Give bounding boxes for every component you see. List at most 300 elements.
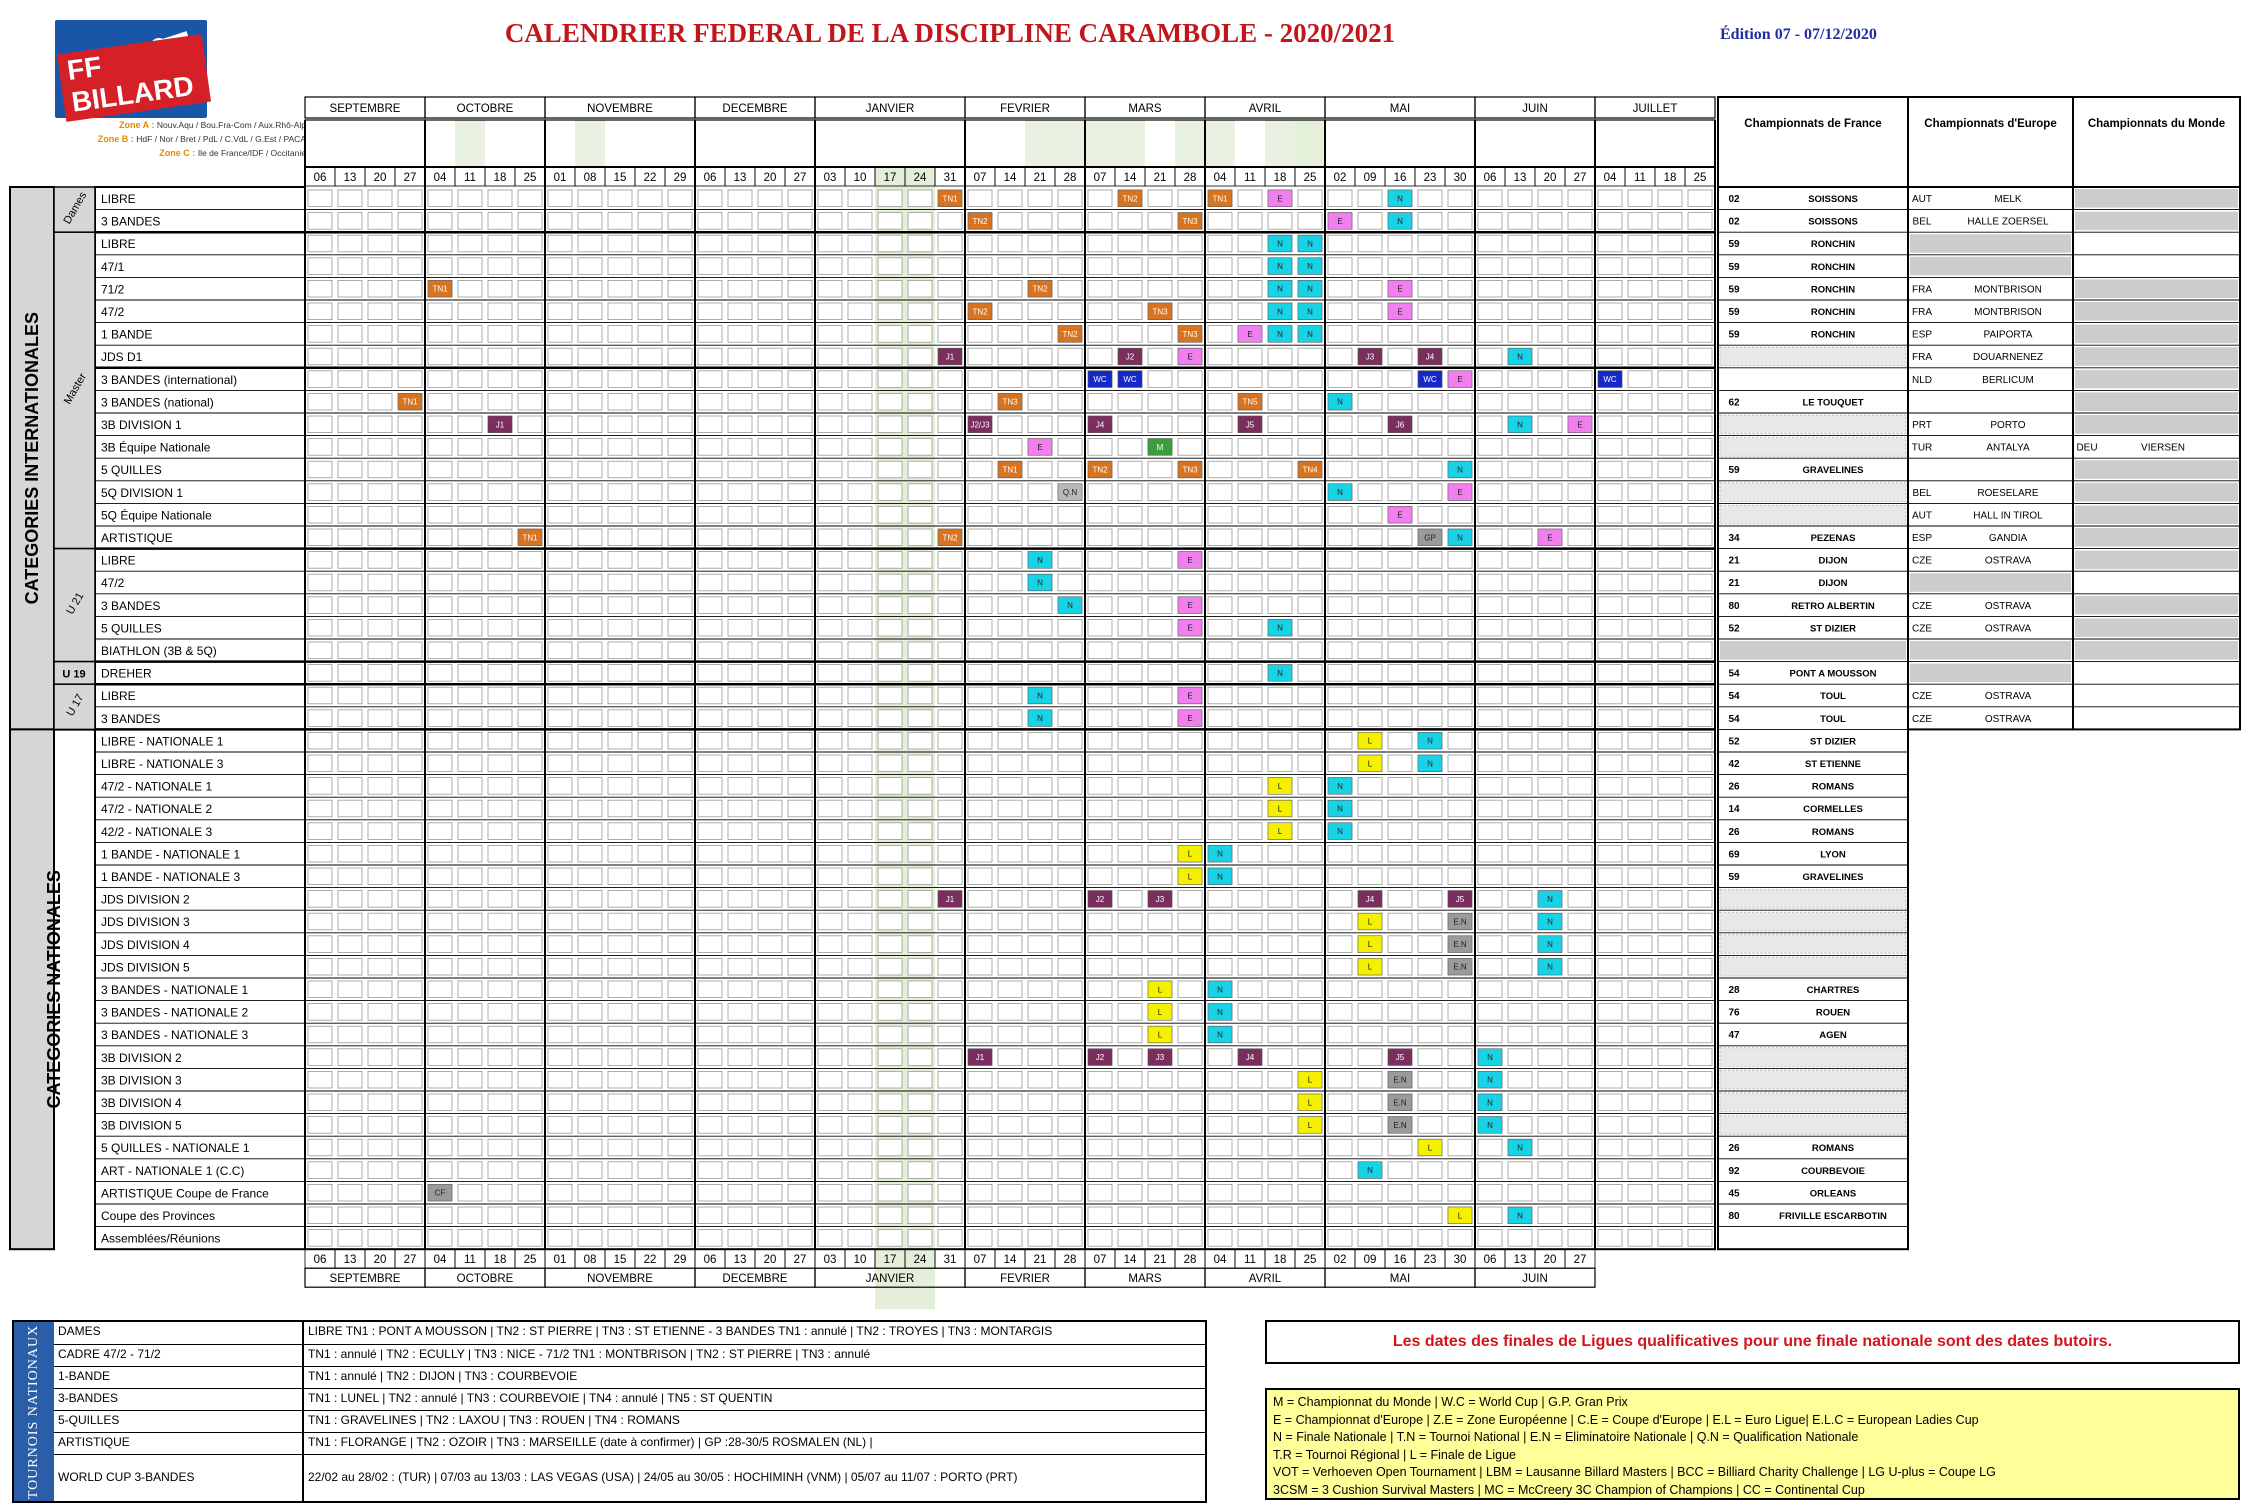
grid-cell <box>788 755 812 772</box>
grid-cell <box>668 665 692 682</box>
grid-cell <box>1598 1049 1622 1066</box>
grid-cell <box>1448 1162 1472 1179</box>
event-label: N <box>1217 872 1223 882</box>
grid-cell <box>698 800 722 817</box>
grid-cell <box>578 529 602 546</box>
day-label-bottom: 15 <box>613 1254 627 1267</box>
grid-cell <box>1148 642 1172 659</box>
day-label-bottom: 25 <box>523 1254 537 1267</box>
grid-cell <box>428 823 452 840</box>
grid-cell <box>578 597 602 614</box>
grid-cell <box>1118 823 1142 840</box>
grid-cell <box>1538 1117 1562 1134</box>
grid-cell <box>428 732 452 749</box>
grid-cell <box>1118 642 1142 659</box>
grid-cell <box>338 1184 362 1201</box>
grid-cell <box>698 958 722 975</box>
grid-cell <box>1298 981 1322 998</box>
grid-cell <box>578 1071 602 1088</box>
grid-cell <box>758 891 782 908</box>
grid-cell <box>368 348 392 365</box>
grid-cell <box>1568 506 1592 523</box>
grid-cell <box>608 484 632 501</box>
grid-cell <box>488 936 512 953</box>
grid-cell <box>308 1139 332 1156</box>
day-label: 06 <box>1483 172 1497 184</box>
grid-cell <box>788 913 812 930</box>
grid-cell <box>1238 958 1262 975</box>
grid-cell <box>548 619 572 636</box>
grid-cell <box>368 213 392 230</box>
grid-cell <box>1148 868 1172 885</box>
grid-cell <box>1328 280 1352 297</box>
grid-cell <box>908 710 932 727</box>
grid-cell <box>1688 597 1712 614</box>
grid-cell <box>908 732 932 749</box>
grid-cell <box>1628 506 1652 523</box>
grid-cell <box>668 574 692 591</box>
grid-cell <box>1388 371 1412 388</box>
grid-cell <box>998 1230 1022 1247</box>
grid-cell <box>578 1049 602 1066</box>
grid-cell <box>1298 732 1322 749</box>
grid-cell <box>1688 371 1712 388</box>
grid-cell <box>458 913 482 930</box>
grid-cell <box>398 552 422 569</box>
day-label: 13 <box>733 172 747 184</box>
grid-cell <box>668 303 692 320</box>
grid-cell <box>1178 755 1202 772</box>
grid-cell <box>518 552 542 569</box>
grid-cell <box>668 687 692 704</box>
row-label: 3B DIVISION 3 <box>101 1073 182 1088</box>
grid-cell <box>608 913 632 930</box>
grid-cell <box>758 190 782 207</box>
grid-cell <box>728 981 752 998</box>
grid-cell <box>1208 484 1232 501</box>
grid-cell <box>1208 506 1232 523</box>
day-label-bottom: 04 <box>433 1254 447 1267</box>
grid-cell <box>308 755 332 772</box>
grid-cell <box>1688 552 1712 569</box>
grid-cell <box>1598 461 1622 478</box>
grid-cell <box>1268 574 1292 591</box>
nationales-label: CATEGORIES NATIONALES <box>44 870 64 1109</box>
grid-cell <box>428 235 452 252</box>
grid-cell <box>308 574 332 591</box>
tournois-details: TN1 : LUNEL | TN2 : annulé | TN3 : COURBEVOIE | TN4 : annulé | TN5 : ST QUENTIN <box>308 1391 773 1405</box>
grid-cell <box>998 687 1022 704</box>
grid-cell <box>458 755 482 772</box>
grid-cell <box>1058 1049 1082 1066</box>
grid-cell <box>938 710 962 727</box>
month-header-label: NOVEMBRE <box>587 103 653 115</box>
grid-cell <box>398 642 422 659</box>
grid-cell <box>458 1004 482 1021</box>
grid-cell <box>638 393 662 410</box>
event-label: L <box>1277 827 1283 837</box>
grid-cell <box>1118 710 1142 727</box>
grid-cell <box>938 1049 962 1066</box>
grid-cell <box>968 506 992 523</box>
event-label: J3 <box>1365 352 1375 362</box>
grid-cell <box>398 597 422 614</box>
grid-cell <box>938 1117 962 1134</box>
grid-cell <box>428 687 452 704</box>
grid-cell <box>548 439 572 456</box>
grid-cell <box>728 190 752 207</box>
grid-cell <box>818 461 842 478</box>
grid-cell <box>488 371 512 388</box>
grid-cell <box>428 891 452 908</box>
grid-cell <box>788 1230 812 1247</box>
eu-city: MONTBRISON <box>1974 284 2042 296</box>
grid-cell <box>578 213 602 230</box>
grid-cell <box>1538 665 1562 682</box>
grid-cell <box>548 1004 572 1021</box>
grid-cell <box>368 371 392 388</box>
grid-cell <box>428 868 452 885</box>
france-city: RONCHIN <box>1810 307 1856 318</box>
grid-cell <box>1508 913 1532 930</box>
grid-cell <box>728 1139 752 1156</box>
eu-city: OSTRAVA <box>1984 600 2032 612</box>
grid-cell <box>1238 348 1262 365</box>
grid-cell <box>1418 619 1442 636</box>
grid-cell <box>1148 235 1172 252</box>
grid-cell <box>878 1139 902 1156</box>
grid-cell <box>1208 687 1232 704</box>
grid-cell <box>938 845 962 862</box>
grid-cell <box>518 800 542 817</box>
grid-cell <box>458 642 482 659</box>
grid-cell <box>908 1117 932 1134</box>
grid-cell <box>1028 190 1052 207</box>
grid-cell <box>1238 1026 1262 1043</box>
grid-cell <box>548 732 572 749</box>
grid-cell <box>1148 213 1172 230</box>
grid-cell <box>398 371 422 388</box>
tournois-row <box>54 1388 1205 1411</box>
grid-cell <box>758 1004 782 1021</box>
grid-cell <box>1538 235 1562 252</box>
grid-cell <box>428 642 452 659</box>
grid-cell <box>1208 235 1232 252</box>
month-footer-label: DECEMBRE <box>722 1273 788 1286</box>
grid-cell <box>758 1230 782 1247</box>
grid-cell <box>518 1207 542 1224</box>
grid-cell <box>428 303 452 320</box>
wd-gray <box>2075 279 2238 298</box>
event-label: L <box>1277 804 1283 814</box>
grid-cell <box>1418 687 1442 704</box>
grid-cell <box>1628 936 1652 953</box>
event-label: J3 <box>1155 1053 1165 1063</box>
event-label: L <box>1367 736 1373 746</box>
grid-cell <box>308 597 332 614</box>
grid-cell <box>1568 258 1592 275</box>
grid-cell <box>1628 326 1652 343</box>
event-label: L <box>1187 849 1193 859</box>
grid-cell <box>668 1071 692 1088</box>
grid-cell <box>368 1071 392 1088</box>
zone-block <box>455 120 485 167</box>
grid-cell <box>1418 958 1442 975</box>
grid-cell <box>848 1230 872 1247</box>
grid-cell <box>668 1094 692 1111</box>
grid-cell <box>788 280 812 297</box>
grid-cell <box>728 461 752 478</box>
grid-cell <box>878 348 902 365</box>
france-dept: 21 <box>1728 555 1740 567</box>
eu-city: OSTRAVA <box>1984 713 2032 725</box>
grid-cell <box>1568 348 1592 365</box>
grid-cell <box>1208 1230 1232 1247</box>
grid-cell <box>368 619 392 636</box>
grid-cell <box>548 371 572 388</box>
grid-cell <box>1688 936 1712 953</box>
grid-cell <box>728 1071 752 1088</box>
grid-cell <box>728 280 752 297</box>
grid-cell <box>1058 958 1082 975</box>
event-label: L <box>1187 872 1193 882</box>
grid-cell <box>908 913 932 930</box>
grid-cell <box>968 597 992 614</box>
grid-cell <box>968 326 992 343</box>
grid-cell <box>518 891 542 908</box>
grid-cell <box>1508 1094 1532 1111</box>
grid-cell <box>698 1139 722 1156</box>
grid-cell <box>1148 280 1172 297</box>
grid-cell <box>608 213 632 230</box>
grid-cell <box>1688 393 1712 410</box>
grid-cell <box>1388 235 1412 252</box>
grid-cell <box>1298 393 1322 410</box>
grid-cell <box>1628 1026 1652 1043</box>
grid-cell <box>698 1071 722 1088</box>
grid-cell <box>638 1049 662 1066</box>
grid-cell <box>698 1184 722 1201</box>
grid-cell <box>1358 529 1382 546</box>
grid-cell <box>1688 348 1712 365</box>
zone-cell <box>815 120 965 167</box>
event-label: TN2 <box>1032 284 1048 294</box>
event-label: N <box>1307 307 1313 317</box>
day-label-bottom: 27 <box>1573 1254 1587 1267</box>
event-label: N <box>1487 1075 1493 1085</box>
event-label: N <box>1487 1098 1493 1108</box>
grid-cell <box>908 1207 932 1224</box>
grid-cell <box>308 371 332 388</box>
grid-cell <box>638 981 662 998</box>
grid-cell <box>518 619 542 636</box>
grid-cell <box>338 1139 362 1156</box>
grid-cell <box>1058 190 1082 207</box>
tournois-row <box>54 1454 1205 1501</box>
grid-cell <box>548 393 572 410</box>
grid-cell <box>1058 891 1082 908</box>
grid-cell <box>488 258 512 275</box>
grid-cell <box>818 665 842 682</box>
eu-country: AUT <box>1912 194 1932 205</box>
grid-cell <box>698 845 722 862</box>
grid-cell <box>1118 913 1142 930</box>
grid-cell <box>578 800 602 817</box>
grid-cell <box>608 1184 632 1201</box>
france-city: COURBEVOIE <box>1801 1165 1865 1177</box>
grid-cell <box>938 619 962 636</box>
grid-cell <box>1178 732 1202 749</box>
grid-cell <box>1448 1117 1472 1134</box>
grid-cell <box>1508 845 1532 862</box>
grid-cell <box>878 484 902 501</box>
grid-cell <box>1658 800 1682 817</box>
grid-cell <box>398 755 422 772</box>
grid-cell <box>878 619 902 636</box>
grid-cell <box>1328 1230 1352 1247</box>
grid-cell <box>1628 484 1652 501</box>
grid-cell <box>1658 574 1682 591</box>
grid-cell <box>788 981 812 998</box>
grid-cell <box>608 461 632 478</box>
grid-cell <box>938 868 962 885</box>
grid-cell <box>968 1139 992 1156</box>
grid-cell <box>1358 868 1382 885</box>
grid-cell <box>578 190 602 207</box>
grid-cell <box>1448 213 1472 230</box>
grid-cell <box>1328 506 1352 523</box>
grid-cell <box>1478 371 1502 388</box>
grid-cell <box>1088 1071 1112 1088</box>
grid-cell <box>1538 303 1562 320</box>
grid-cell <box>1598 755 1622 772</box>
grid-cell <box>1088 778 1112 795</box>
grid-cell <box>548 484 572 501</box>
grid-cell <box>1028 1139 1052 1156</box>
grid-cell <box>1178 642 1202 659</box>
eu-country: ESP <box>1911 329 1933 341</box>
grid-cell <box>1298 529 1322 546</box>
grid-cell <box>458 891 482 908</box>
grid-cell <box>818 1004 842 1021</box>
grid-cell <box>1238 1117 1262 1134</box>
grid-cell <box>878 665 902 682</box>
grid-cell <box>1538 326 1562 343</box>
grid-cell <box>1148 710 1172 727</box>
grid-cell <box>1178 1184 1202 1201</box>
grid-cell <box>1118 1139 1142 1156</box>
grid-cell <box>1568 461 1592 478</box>
event-label: L <box>1367 759 1373 769</box>
page-title: CALENDRIER FEDERAL DE LA DISCIPLINE CARAMBOLE - 2020/2021 <box>504 18 1396 48</box>
grid-cell <box>578 484 602 501</box>
grid-cell <box>458 1207 482 1224</box>
grid-cell <box>1478 348 1502 365</box>
event-label: L <box>1367 917 1373 927</box>
grid-cell <box>1688 529 1712 546</box>
grid-cell <box>1448 619 1472 636</box>
grid-cell <box>1298 439 1322 456</box>
grid-cell <box>1328 1117 1352 1134</box>
grid-cell <box>1058 665 1082 682</box>
grid-cell <box>548 958 572 975</box>
grid-cell <box>1358 258 1382 275</box>
grid-cell <box>548 936 572 953</box>
grid-cell <box>728 393 752 410</box>
grid-cell <box>1208 280 1232 297</box>
grid-cell <box>548 687 572 704</box>
grid-cell <box>1598 529 1622 546</box>
grid-cell <box>518 868 542 885</box>
grid-cell <box>428 258 452 275</box>
grid-cell <box>1568 213 1592 230</box>
grid-cell <box>338 529 362 546</box>
grid-cell <box>668 845 692 862</box>
grid-cell <box>788 213 812 230</box>
grid-cell <box>788 190 812 207</box>
event-label: E <box>1277 194 1283 204</box>
grid-cell <box>968 958 992 975</box>
grid-cell <box>1118 1094 1142 1111</box>
grid-cell <box>518 280 542 297</box>
grid-cell <box>458 1230 482 1247</box>
grid-cell <box>728 303 752 320</box>
grid-cell <box>848 574 872 591</box>
grid-cell <box>1028 461 1052 478</box>
grid-cell <box>848 619 872 636</box>
grid-cell <box>1478 1184 1502 1201</box>
champ-header-label: Championnats du Monde <box>2087 118 2226 130</box>
grid-cell <box>938 1071 962 1088</box>
row-label: 3B DIVISION 2 <box>101 1050 182 1065</box>
grid-cell <box>668 823 692 840</box>
grid-cell <box>728 416 752 433</box>
grid-cell <box>818 574 842 591</box>
grid-cell <box>1598 1139 1622 1156</box>
grid-cell <box>728 642 752 659</box>
day-label-bottom: 10 <box>853 1254 867 1267</box>
france-city: AGEN <box>1819 1030 1847 1042</box>
day-label-bottom: 25 <box>1303 1254 1317 1267</box>
grid-cell <box>908 845 932 862</box>
grid-cell <box>698 461 722 478</box>
grid-cell <box>938 800 962 817</box>
grid-cell <box>1448 1230 1472 1247</box>
grid-cell <box>1658 439 1682 456</box>
grid-cell <box>398 1184 422 1201</box>
legend-line: N = Finale Nationale | T.N = Tournoi National | E.N = Eliminatoire Nationale | Q.N = Qualification Nationale <box>1273 1430 1859 1444</box>
day-label: 18 <box>493 172 507 184</box>
grid-cell <box>908 665 932 682</box>
grid-cell <box>908 891 932 908</box>
grid-cell <box>1418 1184 1442 1201</box>
grid-cell <box>1178 1026 1202 1043</box>
grid-cell <box>908 1071 932 1088</box>
grid-cell <box>968 891 992 908</box>
grid-cell <box>1238 891 1262 908</box>
grid-cell <box>818 597 842 614</box>
grid-cell <box>728 732 752 749</box>
event-label: L <box>1367 940 1373 950</box>
grid-cell <box>1088 1230 1112 1247</box>
eu-city: HALLE ZOERSEL <box>1967 216 2049 228</box>
grid-cell <box>338 1004 362 1021</box>
event-label: TN2 <box>972 307 988 317</box>
day-label-bottom: 07 <box>973 1254 987 1267</box>
grid-cell <box>548 280 572 297</box>
grid-cell <box>578 936 602 953</box>
grid-cell <box>878 800 902 817</box>
